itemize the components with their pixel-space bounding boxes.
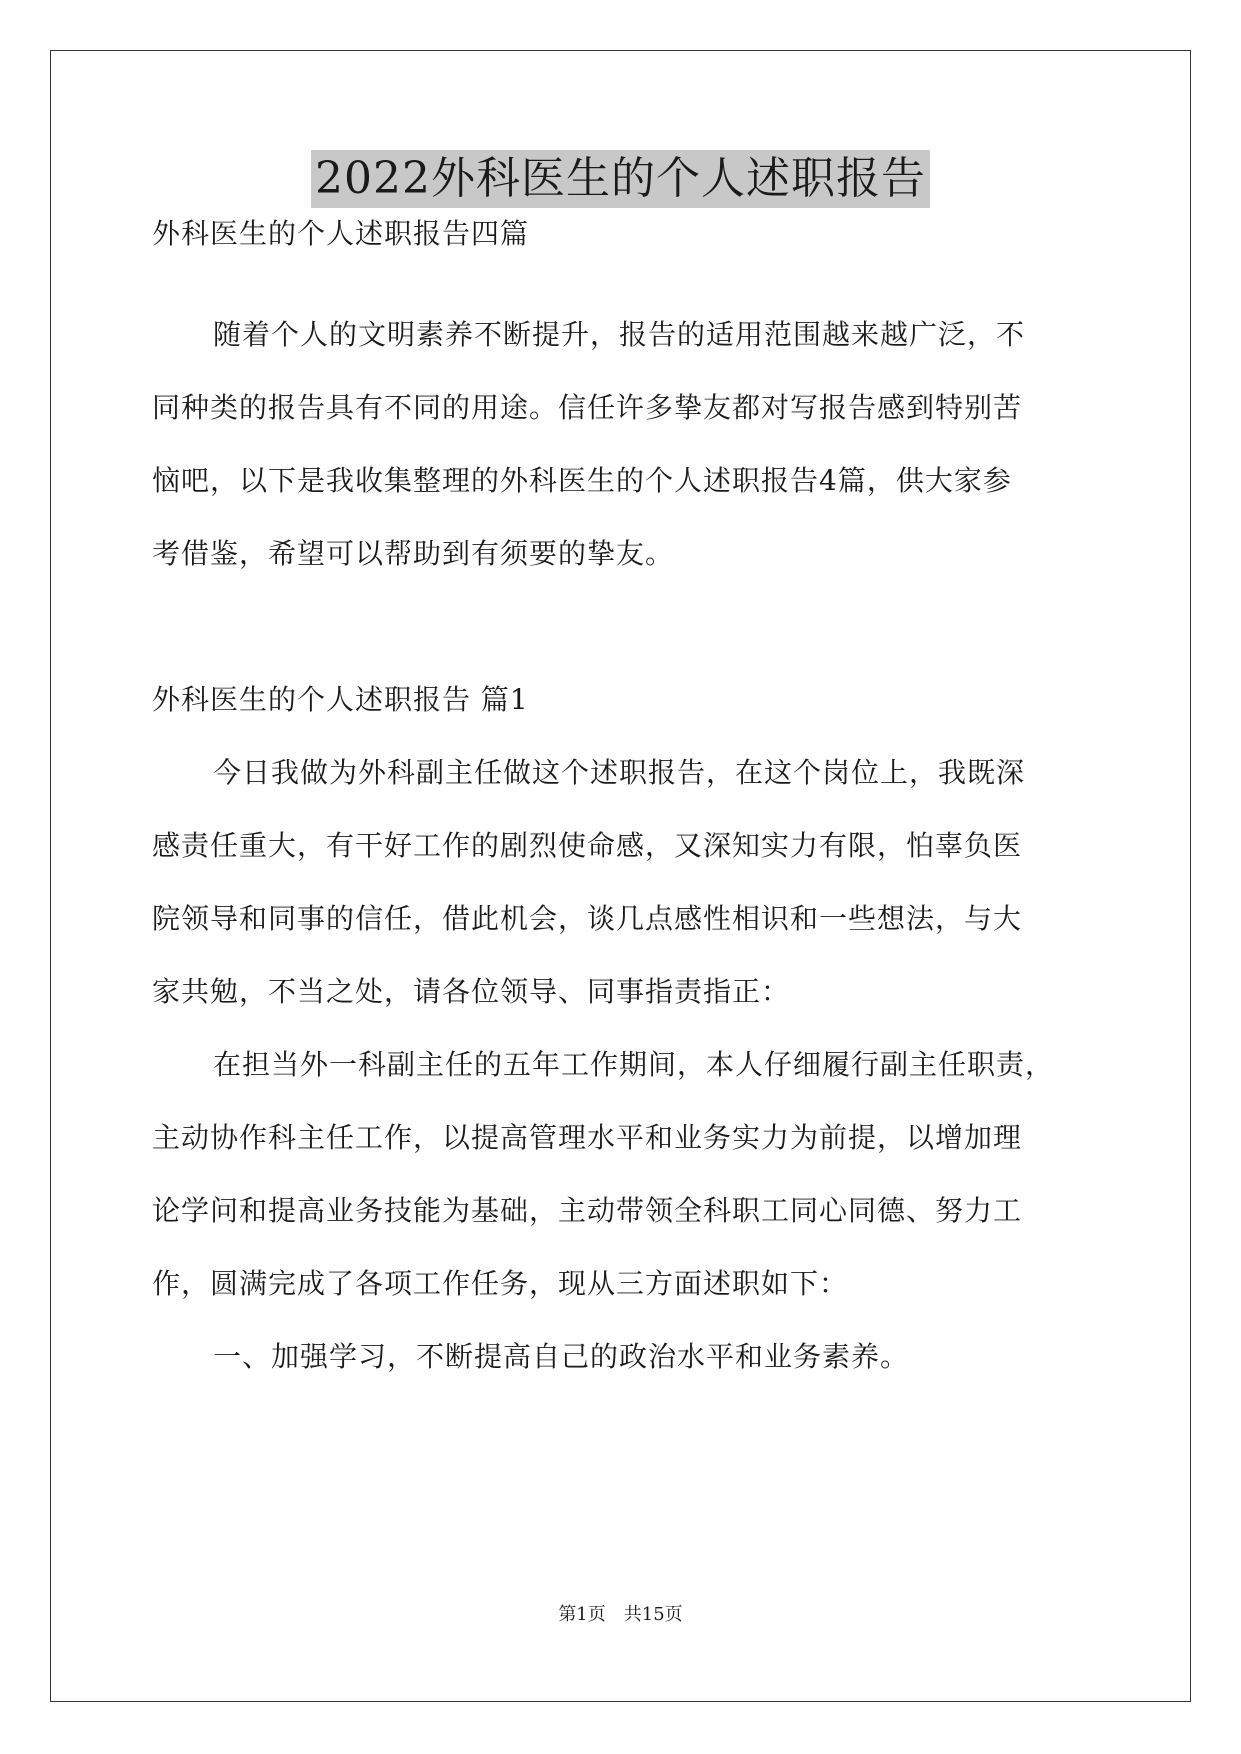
para1-line-4: 家共勉，不当之处，请各位领导、同事指责指正： [152, 975, 791, 1008]
page-number: 第1页 共15页 [558, 1604, 683, 1625]
para2-line-2: 主动协作科主任工作，以提高管理水平和业务实力为前提，以增加理 [152, 1121, 1023, 1154]
page-border [50, 50, 1191, 1702]
intro-line-1: 随着个人的文明素养不断提升，报告的适用范围越来越广泛，不 [213, 318, 1026, 351]
para1-line-1: 今日我做为外科副主任做这个述职报告，在这个岗位上，我既深 [213, 756, 1026, 789]
intro-line-2: 同种类的报告具有不同的用途。信任许多挚友都对写报告感到特别苦 [152, 391, 1023, 424]
para1-line-2: 感责任重大，有干好工作的剧烈使命感，又深知实力有限，怕辜负医 [152, 829, 1023, 862]
para2-line-4: 作，圆满完成了各项工作任务，现从三方面述职如下： [152, 1267, 849, 1300]
intro-line-3: 恼吧，以下是我收集整理的外科医生的个人述职报告4篇，供大家参 [152, 464, 1012, 497]
para3-line-1: 一、加强学习，不断提高自己的政治水平和业务素养。 [213, 1340, 910, 1373]
intro-heading: 外科医生的个人述职报告四篇 [152, 217, 530, 250]
intro-line-4: 考借鉴，希望可以帮助到有须要的挚友。 [152, 537, 675, 570]
para2-line-3: 论学问和提高业务技能为基础，主动带领全科职工同心同德、努力工 [152, 1194, 1023, 1227]
para1-line-3: 院领导和同事的信任，借此机会，谈几点感性相识和一些想法，与大 [152, 902, 1023, 935]
para2-line-1: 在担当外一科副主任的五年工作期间，本人仔细履行副主任职责， [213, 1048, 1055, 1081]
document-title: 2022外科医生的个人述职报告 [0, 150, 1241, 208]
section-heading: 外科医生的个人述职报告 篇1 [152, 683, 529, 716]
